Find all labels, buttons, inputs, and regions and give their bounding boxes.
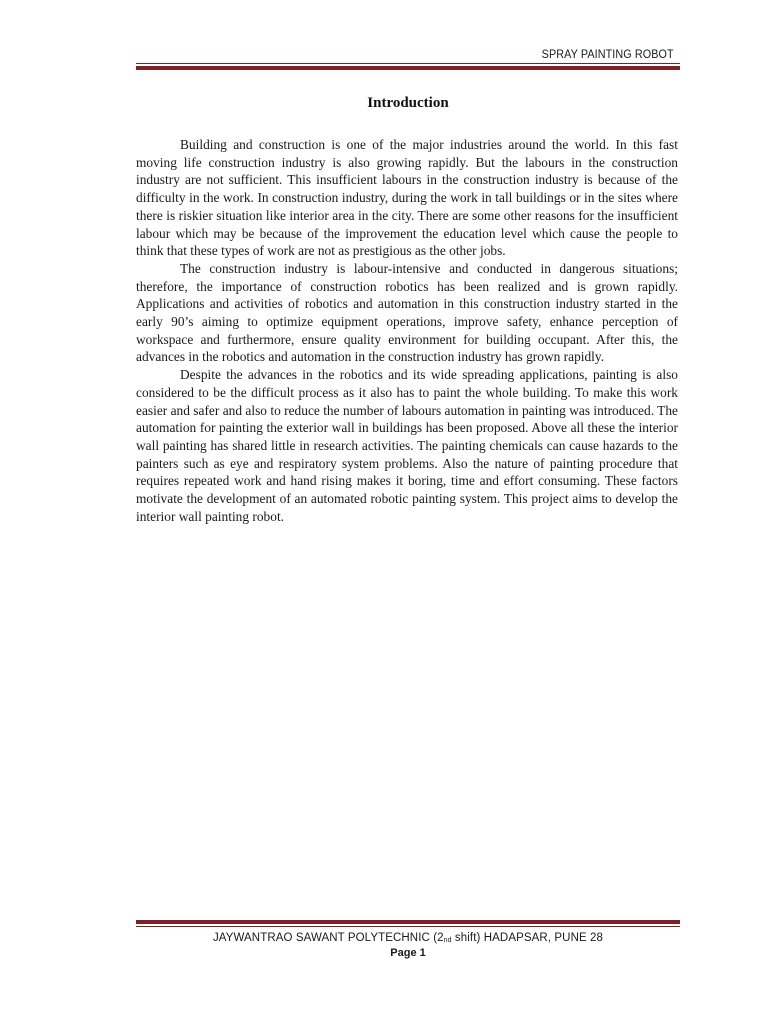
- header-rule-thin: [136, 63, 680, 64]
- paragraph-1: Building and construction is one of the major industries around the world. In this fast moving life construction industry is also growing rapidly. But the labours in the construction industry are not sufficient. This insufficient labours in the construction industry is because of the difficulty in the work. In construction industry, during the work in tall buildings or in the sites where there is riskier situation like interior area in the city. There are some other reasons for the insufficient labour which may be because of the improvement the education level which cause the people to think that these types of work are not as prestigious as the other jobs.: [136, 137, 678, 259]
- footer-institution-ordinal: nd: [443, 937, 452, 944]
- footer-institution: [136, 932, 680, 944]
- running-header-title: SPRAY PAINTING ROBOT: [541, 47, 674, 61]
- page-number: Page 1: [390, 947, 426, 959]
- paragraph-2: The construction industry is labour-intensive and conducted in dangerous situations; therefore, the importance of construction robotics has been realized and is grown rapidly. Applications and activities of robotics and automation in this construction industry started in the early 90’s aiming to optimize equipment operations, improve safety, enhance perception of workspace and furthermore, ensure quality environment for building occupant. After this, the advances in the robotics and automation in the construction industry has grown rapidly.: [136, 260, 678, 365]
- header-rule-thick: [136, 66, 680, 70]
- footer-rule-thick: [136, 920, 680, 924]
- footer-institution-end: shift) HADAPSAR, PUNE 28: [451, 932, 604, 944]
- body-text: [136, 136, 678, 525]
- footer-rule-thin: [136, 926, 680, 927]
- footer-institution-start: JAYWANTRAO SAWANT POLYTECHNIC (2: [212, 932, 444, 944]
- section-title: Introduction: [367, 95, 449, 111]
- paragraph-3: Despite the advances in the robotics and its wide spreading applications, painting is also considered to be the difficult process as it also has to paint the whole building. To make this work easier and safer and also to reduce the number of labours automation in painting was introduced. The automation for painting the exterior wall in buildings has been proposed. Above all these the interior wall painting has shared little in research activities. The painting chemicals can cause hazards to the painters such as eye and respiratory system problems. Also the nature of painting procedure that requires repeated work and hand rising makes it boring, time and effort consuming. These factors motivate the development of an automated robotic painting system. This project aims to develop the interior wall painting robot.: [136, 367, 678, 524]
